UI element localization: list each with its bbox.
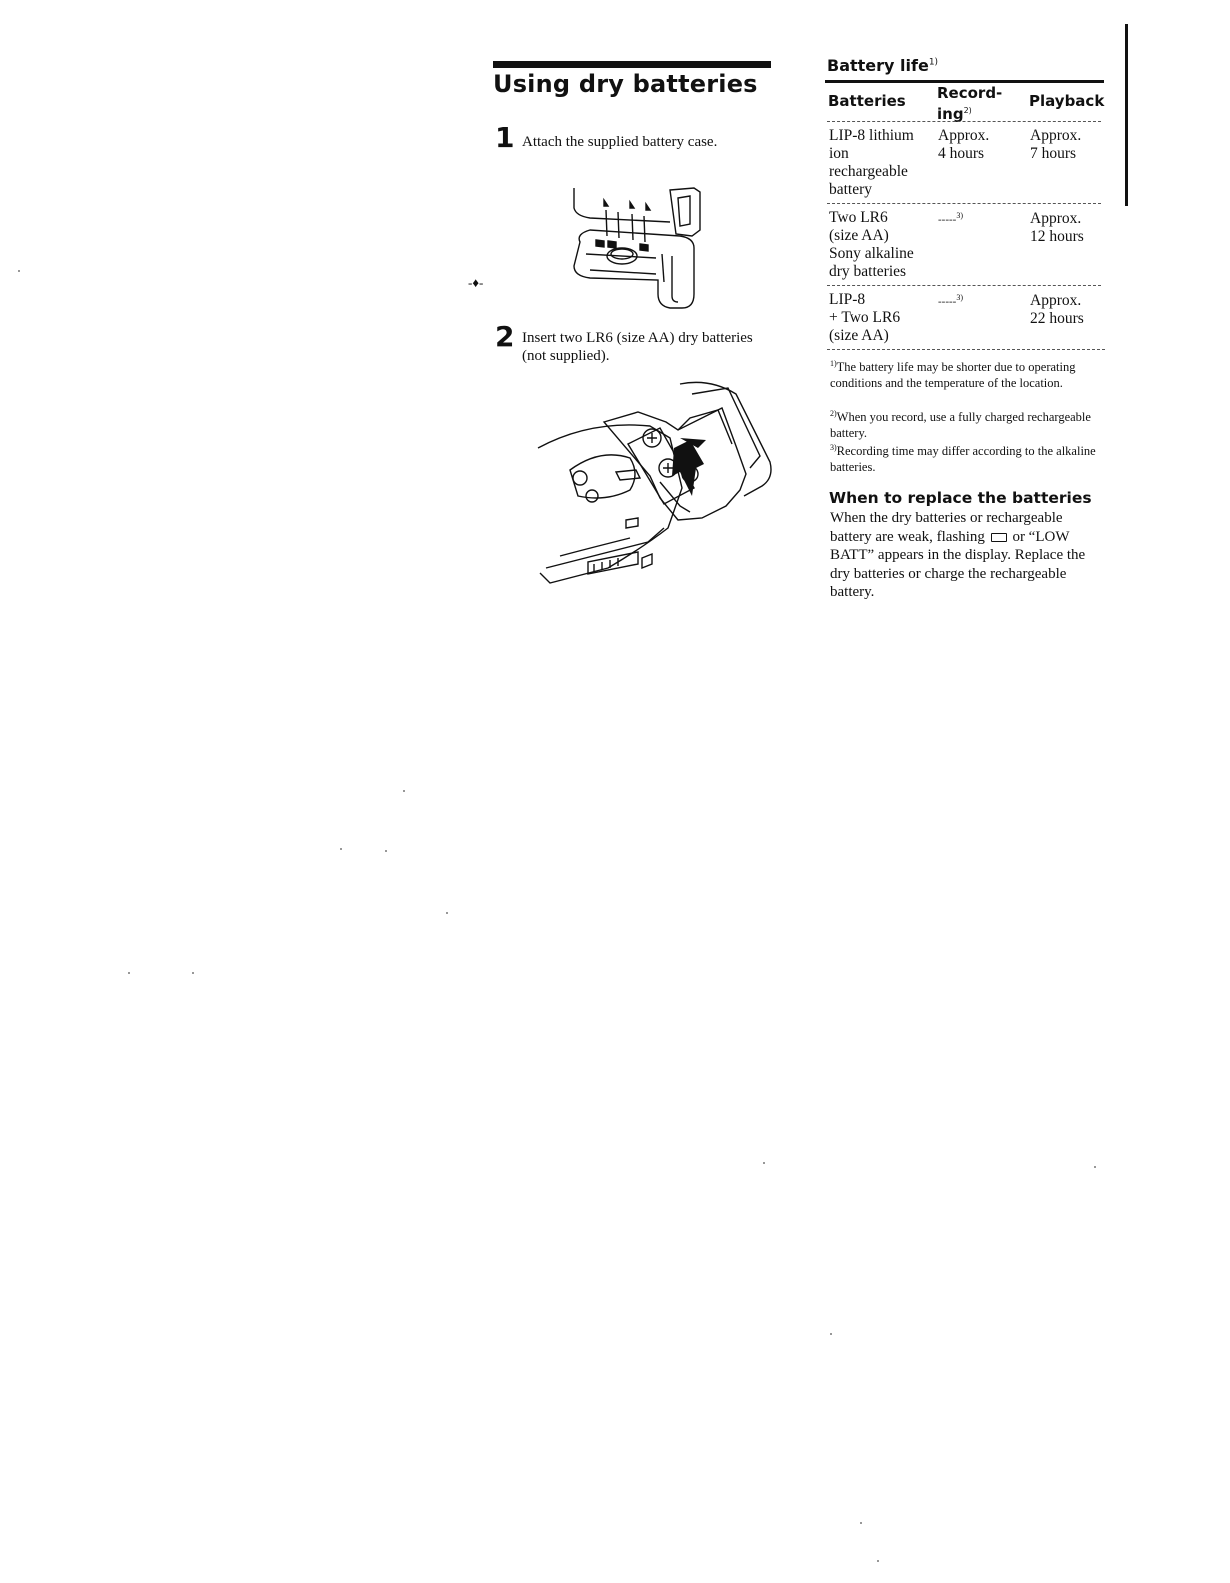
step-1-number: 1	[495, 121, 515, 154]
title-rule	[493, 61, 771, 68]
scan-speck	[192, 972, 194, 974]
step-1-text: Attach the supplied battery case.	[522, 134, 718, 150]
row-rule	[827, 203, 1101, 204]
footnote-1: $^{1)}$The battery life may be shorter due to operating conditions and the temperature of the location.	[830, 359, 1076, 391]
margin-mark: -♦-	[468, 275, 484, 290]
row-3-playback: Approx. 22 hours	[1030, 292, 1084, 327]
scan-speck	[403, 790, 405, 792]
row-1-recording: Approx. 4 hours	[938, 127, 990, 162]
row-rule	[827, 285, 1101, 286]
scan-speck	[128, 972, 130, 974]
scan-speck	[18, 270, 20, 272]
battery-life-title: Battery life$^{1)}$	[827, 56, 939, 75]
row-1-battery: LIP-8 lithium ion rechargeable battery	[829, 127, 914, 198]
page-title: Using dry batteries	[493, 70, 758, 98]
footnote-3: $^{3)}$Recording time may differ according to the alkaline batteries.	[830, 443, 1096, 475]
scan-speck	[446, 912, 448, 914]
replace-paragraph: When the dry batteries or rechargeable battery are weak, flashing or “LOW BATT” appears in the display. Replace the dry batteries or charge the rechargeable battery.	[830, 510, 1086, 600]
table-bottom-rule	[827, 349, 1105, 350]
row-2-playback: Approx. 12 hours	[1030, 210, 1084, 245]
battery-insertion-illustration	[530, 378, 775, 593]
scan-speck	[385, 850, 387, 852]
battery-life-rule	[825, 80, 1104, 83]
header-batteries: Batteries	[828, 92, 906, 110]
page-edge-bar	[1125, 24, 1128, 206]
header-playback: Playback	[1029, 92, 1105, 110]
battery-case-illustration	[560, 184, 710, 314]
scan-speck	[763, 1162, 765, 1164]
footnote-2: $^{2)}$When you record, use a fully charged rechargeable battery.	[830, 409, 1091, 441]
step-2-number: 2	[495, 320, 515, 353]
scan-speck	[340, 848, 342, 850]
step-2-text: Insert two LR6 (size AA) dry batteries (not supplied).	[522, 330, 753, 364]
row-3-recording: -----$^{3)}$	[938, 293, 963, 308]
row-1-playback: Approx. 7 hours	[1030, 127, 1082, 162]
scan-speck	[860, 1522, 862, 1524]
row-3-battery: LIP-8 + Two LR6 (size AA)	[829, 291, 901, 344]
header-recording: Record- ing$^{2)}$	[937, 84, 1003, 123]
row-2-recording: -----$^{3)}$	[938, 211, 963, 226]
header-rule	[827, 121, 1101, 122]
scan-speck	[830, 1333, 832, 1335]
scan-speck	[877, 1560, 879, 1562]
battery-icon	[991, 533, 1007, 542]
scan-speck	[1094, 1166, 1096, 1168]
replace-heading: When to replace the batteries	[829, 489, 1092, 507]
row-2-battery: Two LR6 (size AA) Sony alkaline dry batteries	[829, 209, 914, 280]
